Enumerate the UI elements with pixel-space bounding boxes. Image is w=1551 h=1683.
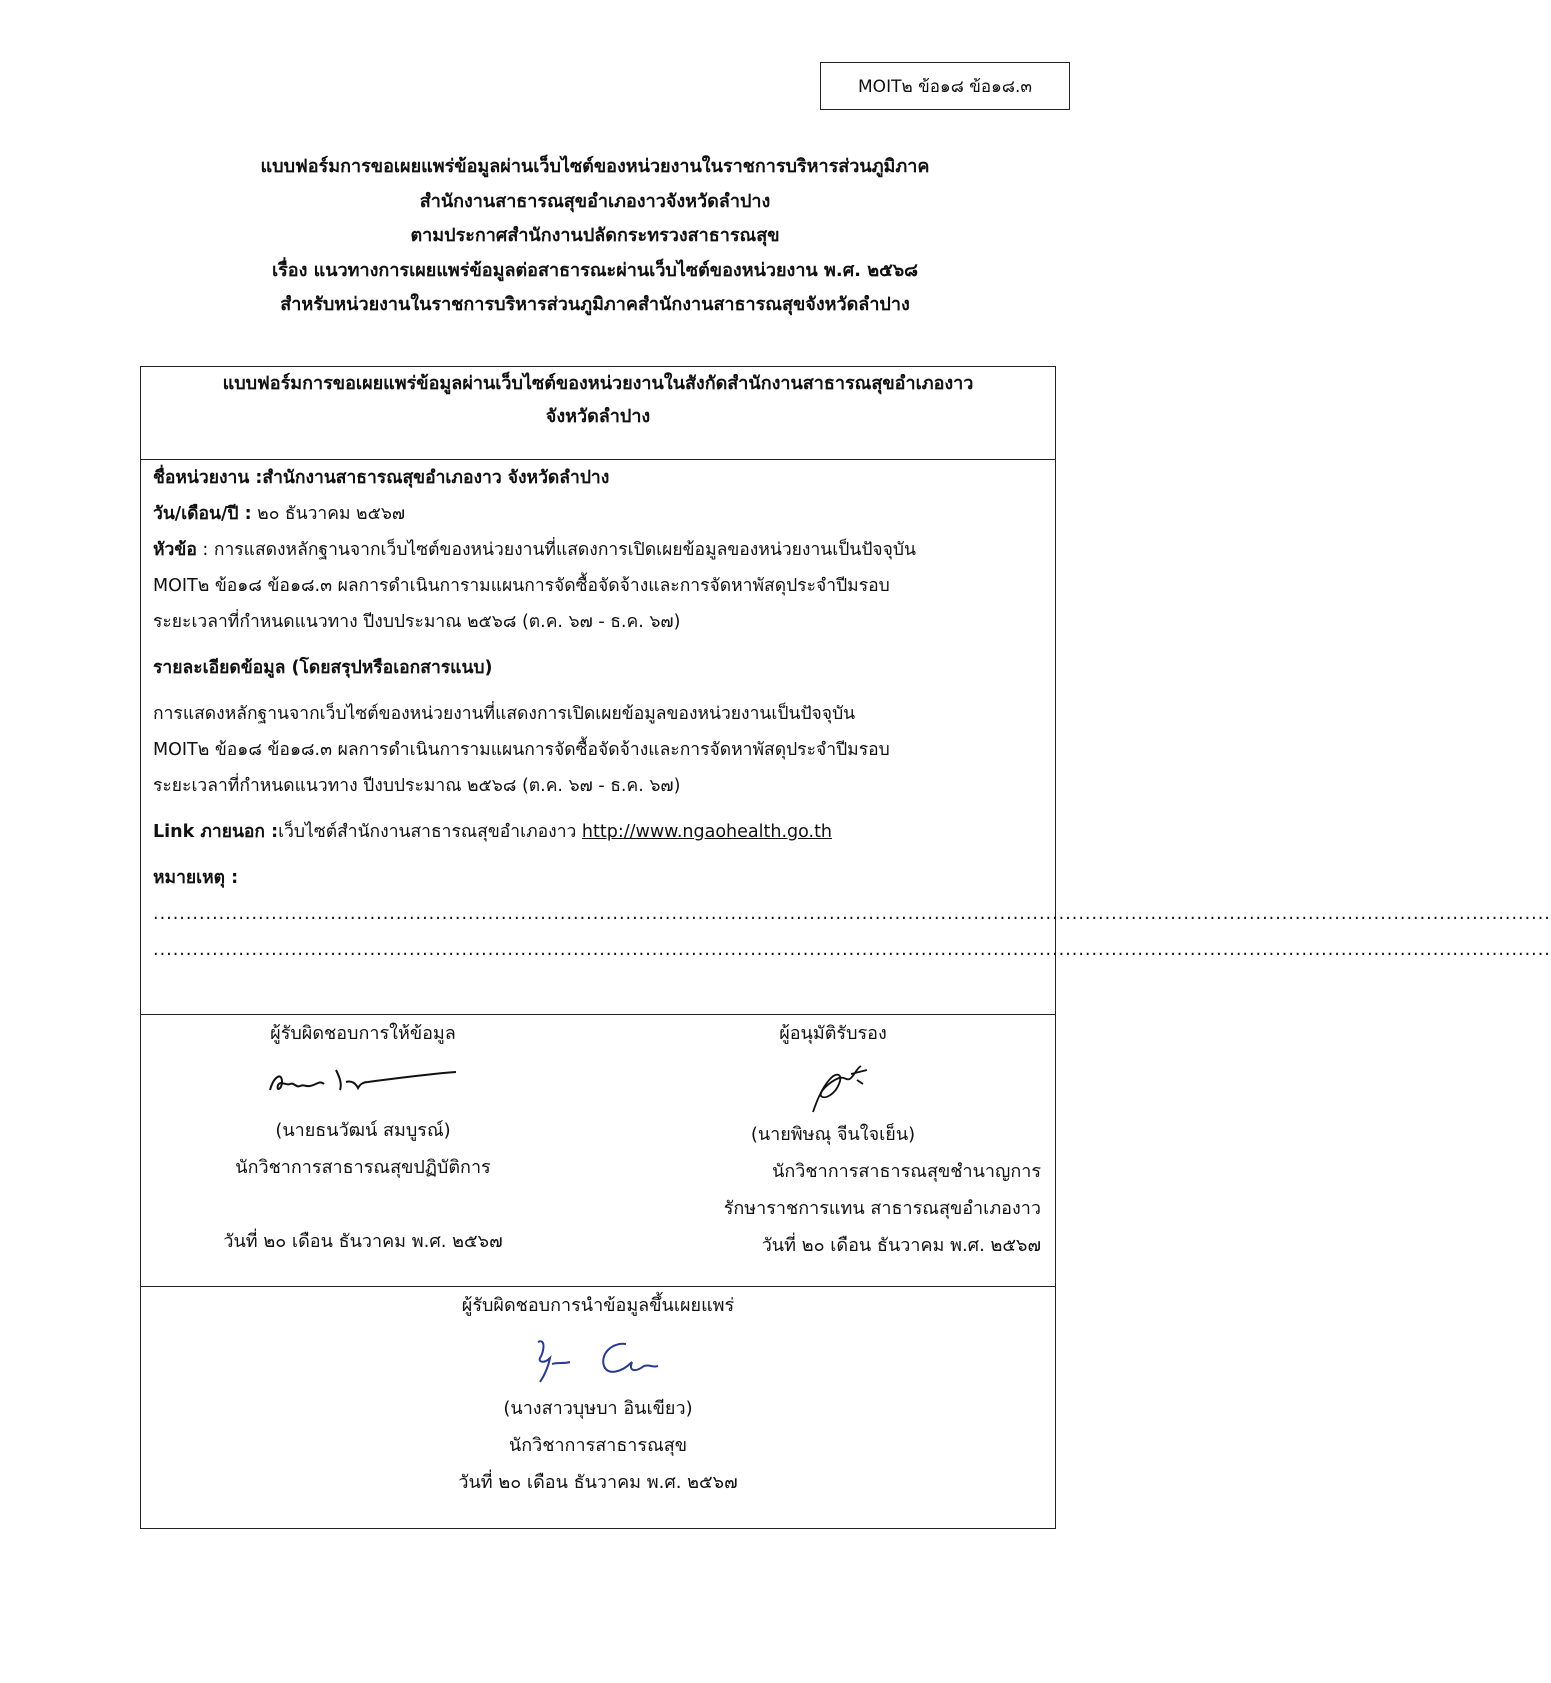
publisher-signature-cell [141,1287,1056,1529]
heading-line-1: แบบฟอร์มการขอเผยแพร่ข้อมูลผ่านเว็บไซต์ของหน่วยงานในราชการบริหารส่วนภูมิภาค [260,156,930,177]
publisher-date: วันที่ ๒๐ เดือน ธันวาคม พ.ศ. ๒๕๖๗ [458,1472,738,1493]
approver-signature-block [623,1015,1043,1264]
provider-position: นักวิชาการสาธารณสุขปฏิบัติการ [235,1157,491,1178]
detail-line-2: MOIT๒ ข้อ๑๘ ข้อ๑๘.๓ ผลการดำเนินการามแผนการจัดซื้อจัดจ้างและการจัดหาพัสดุประจำปีมรอบ [153,740,890,760]
approver-position: นักวิชาการสาธารณสุขชำนาญการ [772,1161,1041,1182]
publisher-role: ผู้รับผิดชอบการนำข้อมูลขึ้นเผยแพร่ [461,1295,735,1316]
note-dotted-line-2: ..................................................................................................................................................................................................................... [153,940,1551,960]
document-code: MOIT๒ ข้อ๑๘ ข้อ๑๘.๓ [858,76,1032,97]
heading-line-4: เรื่อง แนวทางการเผยแพร่ข้อมูลต่อสาธารณะผ่านเว็บไซต์ของหน่วยงาน พ.ศ. ๒๕๖๘ [271,259,919,281]
external-link-url[interactable]: http://www.ngaohealth.go.th [581,822,833,842]
heading-line-3: ตามประกาศสำนักงานปลัดกระทรวงสาธารณสุข [410,225,780,246]
note-label: หมายเหตุ : [153,868,239,888]
approval-signatures-cell [141,1015,1056,1287]
date-value: ๒๐ ธันวาคม ๒๕๖๗ [251,504,406,524]
note-dotted-line-1: ..................................................................................................................................................................................................................... [153,904,1551,924]
topic-label: หัวข้อ [153,540,197,560]
detail-line-3: ระยะเวลาที่กำหนดแนวทาง ปีงบประมาณ ๒๕๖๘ (ต.ค. ๖๗ - ธ.ค. ๖๗) [153,776,681,796]
provider-signature-block [153,1015,573,1260]
document-heading [0,150,1190,323]
provider-name: (นายธนวัฒน์ สมบูรณ์) [275,1120,451,1141]
external-link-text: เว็บไซต์สำนักงานสาธารณสุขอำเภองาว [278,822,582,842]
form-title-line-2: จังหวัดลำปาง [545,406,651,427]
request-form-table [140,366,1551,1529]
detail-line-1: การแสดงหลักฐานจากเว็บไซต์ของหน่วยงานที่แสดงการเปิดเผยข้อมูลของหน่วยงานเป็นปัจจุบัน [153,704,856,724]
approver-signature [773,1056,893,1116]
provider-date: วันที่ ๒๐ เดือน ธันวาคม พ.ศ. ๒๕๖๗ [223,1231,503,1252]
heading-line-5: สำหรับหน่วยงานในราชการบริหารส่วนภูมิภาคสำนักงานสาธารณสุขจังหวัดลำปาง [280,294,910,315]
date-label: วัน/เดือน/ปี : [153,504,252,524]
unit-name: ชื่อหน่วยงาน :สำนักงานสาธารณสุขอำเภองาว จังหวัดลำปาง [153,468,610,488]
approver-date: วันที่ ๒๐ เดือน ธันวาคม พ.ศ. ๒๕๖๗ [761,1235,1041,1256]
detail-label: รายละเอียดข้อมูล (โดยสรุปหรือเอกสารแนบ) [153,658,493,678]
document-code-box [820,62,1070,110]
publisher-position: นักวิชาการสาธารณสุข [508,1435,688,1456]
date-row [153,496,1043,532]
approver-acting: รักษาราชการแทน สาธารณสุขอำเภองาว [723,1198,1041,1219]
topic-row [153,532,1043,568]
approver-role: ผู้อนุมัติรับรอง [779,1023,887,1044]
approver-name: (นายพิษณุ จีนใจเย็น) [750,1124,916,1145]
external-link-row [153,814,1043,850]
provider-signature [248,1056,478,1106]
provider-role: ผู้รับผิดชอบการให้ข้อมูล [270,1023,456,1044]
heading-line-2: สำนักงานสาธารณสุขอำเภองาวจังหวัดลำปาง [419,190,771,212]
publisher-signature [508,1328,688,1390]
form-title-line-1: แบบฟอร์มการขอเผยแพร่ข้อมูลผ่านเว็บไซต์ของหน่วยงานในสังกัดสำนักงานสาธารณสุขอำเภองาว [222,373,974,394]
publisher-name: (นางสาวบุษบา อินเขียว) [503,1398,693,1419]
topic-line-2: MOIT๒ ข้อ๑๘ ข้อ๑๘.๓ ผลการดำเนินการามแผนการจัดซื้อจัดจ้างและการจัดหาพัสดุประจำปีมรอบ [153,576,890,596]
external-link-label: Link ภายนอก : [153,822,279,842]
topic-line-3: ระยะเวลาที่กำหนดแนวทาง ปีงบประมาณ ๒๕๖๘ (ต.ค. ๖๗ - ธ.ค. ๖๗) [153,612,681,632]
topic-line-1: : การแสดงหลักฐานจากเว็บไซต์ของหน่วยงานที่แสดงการเปิดเผยข้อมูลของหน่วยงานเป็นปัจจุบัน [196,540,917,560]
form-title-cell [141,367,1056,460]
form-info-cell [141,460,1551,1015]
